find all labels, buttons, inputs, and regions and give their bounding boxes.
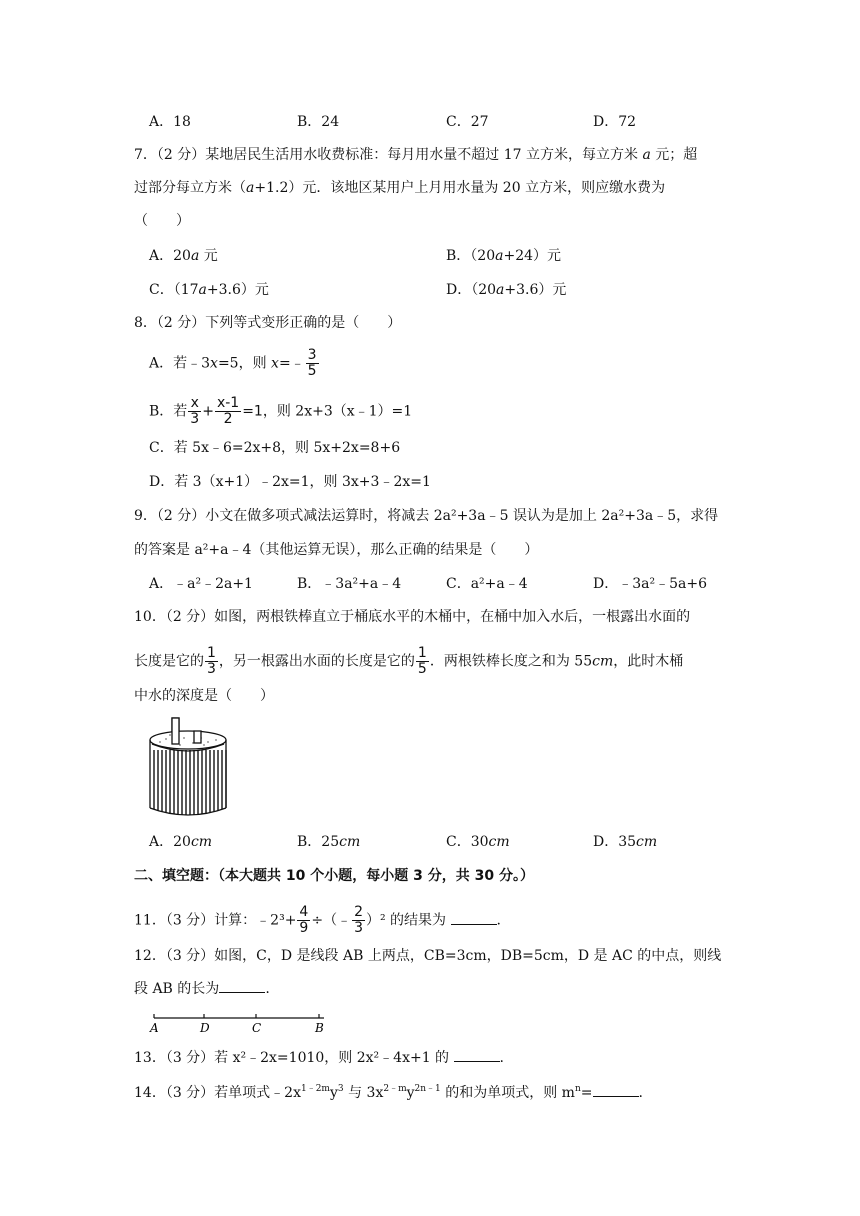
opt-text: B．（20 <box>446 248 496 264</box>
q8-option-c[interactable]: C．若 5x﹣6=2x+8，则 5x+2x=8+6 <box>149 440 401 456</box>
opt-var: a <box>496 282 505 298</box>
opt-text: ，则 2x+3（x﹣1）=1 <box>262 403 413 420</box>
frac-den: 5 <box>417 661 427 677</box>
segment-label-d: D <box>200 1021 210 1034</box>
q7-text: 过部分每立方米（ <box>134 180 246 196</box>
opt-var: a <box>190 248 200 264</box>
q10-text: ，另一根露出水面的长度是它的 <box>218 653 415 670</box>
opt-text: B．25 <box>297 834 340 850</box>
q10-text: 长度是它的 <box>134 653 204 670</box>
fraction <box>306 348 319 379</box>
q9-stem-line2: 的答案是 a²+a﹣4（其他运算无误），那么正确的结果是（ ） <box>134 542 539 558</box>
q14-exponent: 2n﹣1 <box>414 1084 441 1094</box>
q14-stem <box>134 1083 643 1103</box>
answer-blank[interactable] <box>219 980 265 993</box>
q8-option-d[interactable]: D．若 3（x+1）﹣2x=1，则 3x+3﹣2x=1 <box>149 474 431 490</box>
opt-var: x <box>210 355 218 372</box>
q10-text: ．两根铁棒长度之和为 55 <box>429 653 593 670</box>
frac-num: 1 <box>207 645 216 661</box>
fraction <box>188 396 201 427</box>
frac-num: 4 <box>299 904 309 920</box>
opt-unit: cm <box>339 834 361 850</box>
q13-text: 13．（3 分）若 x²﹣2x=1010，则 2x²﹣4x+1 的 <box>134 1050 454 1066</box>
q9-option-c[interactable]: C．a²+a﹣4 <box>446 576 528 592</box>
opt-unit: cm <box>488 834 510 850</box>
q13-stem <box>134 1048 504 1068</box>
q14-text: 的和为单项式，则 m <box>440 1085 575 1101</box>
q14-exponent: 1﹣2m <box>300 1084 330 1094</box>
q14-exponent: n <box>574 1084 581 1094</box>
opt-text: =﹣ <box>278 355 305 372</box>
frac-den: 3 <box>190 411 200 427</box>
answer-blank[interactable] <box>593 1084 639 1097</box>
frac-den: 3 <box>354 920 363 936</box>
q9-option-b[interactable]: B．﹣3a²+a﹣4 <box>297 576 402 592</box>
q7-option-d[interactable] <box>446 280 566 300</box>
q8-option-a[interactable] <box>149 348 320 379</box>
opt-text: A．20 <box>149 248 191 264</box>
frac-num: x-1 <box>216 395 240 411</box>
frac-num: 2 <box>354 904 363 920</box>
frac-den: 5 <box>307 363 317 379</box>
q8-stem: 8．（2 分）下列等式变形正确的是（ ） <box>134 315 402 331</box>
frac-den: 3 <box>207 661 216 677</box>
q12-text: . <box>265 981 270 997</box>
opt-var: x <box>271 355 279 372</box>
q11-text: . <box>496 912 501 929</box>
answer-blank[interactable] <box>451 912 497 925</box>
q12-stem-line2 <box>134 979 270 999</box>
q12-text: 段 AB 的长为 <box>134 981 220 997</box>
q13-text: . <box>499 1050 504 1066</box>
q14-text: = <box>580 1085 593 1101</box>
opt-text: C．（17 <box>149 282 199 298</box>
q14-text: y <box>406 1085 415 1101</box>
q10-option-a[interactable] <box>149 832 212 852</box>
q6-option-b[interactable]: B．24 <box>297 114 340 130</box>
q9-option-a[interactable]: A．﹣a²﹣2a+1 <box>149 576 253 592</box>
q14-text: 与 3x <box>343 1085 384 1101</box>
q11-text: 11．（3 分）计算：﹣2³+ <box>134 912 297 929</box>
opt-text: D．（20 <box>446 282 497 298</box>
q8-option-b[interactable] <box>149 396 412 427</box>
fraction <box>416 646 429 677</box>
q10-unit: cm <box>592 653 614 670</box>
opt-text: D．35 <box>593 834 637 850</box>
q10-text: ，此时木桶 <box>613 653 684 670</box>
opt-text: 元 <box>199 248 218 264</box>
bucket-figure <box>146 716 230 820</box>
opt-text: +24）元 <box>503 248 562 264</box>
fraction <box>215 396 241 427</box>
fraction <box>205 646 218 677</box>
q7-text: 元；超 <box>650 147 698 163</box>
q6-option-c[interactable]: C．27 <box>446 114 489 130</box>
opt-text: =1 <box>242 403 263 420</box>
q9-option-d[interactable]: D．﹣3a²﹣5a+6 <box>593 576 707 592</box>
opt-unit: cm <box>636 834 658 850</box>
q9-stem-line1: 9．（2 分）小文在做多项式减法运算时，将减去 2a²+3a﹣5 误认为是加上 2a²+3a﹣5，求得 <box>134 508 719 524</box>
q7-text: 7．（2 分）某地居民生活用水收费标准：每月用水量不超过 17 立方米，每立方米 <box>134 147 643 163</box>
opt-text: B．若 <box>149 403 188 420</box>
opt-var: a <box>495 248 504 264</box>
q14-text: 14．（3 分）若单项式﹣2x <box>134 1085 301 1101</box>
opt-text: A．20 <box>149 834 191 850</box>
q14-exponent: 3 <box>337 1084 344 1094</box>
q6-option-a[interactable]: A．18 <box>149 114 191 130</box>
q10-stem-line3: 中水的深度是（ ） <box>134 688 274 704</box>
section-heading-fill-in: 二、填空题：（本大题共 10 个小题，每小题 3 分，共 30 分。） <box>134 868 534 884</box>
fraction <box>297 905 310 936</box>
q11-text: ÷（﹣ <box>311 912 352 929</box>
q10-option-d[interactable] <box>593 832 657 852</box>
q10-option-c[interactable] <box>446 832 510 852</box>
q7-stem-line3: （ ） <box>134 213 190 229</box>
q7-stem-line1 <box>134 145 697 165</box>
segment-label-c: C <box>252 1021 262 1034</box>
q14-exponent: 2﹣m <box>383 1084 407 1094</box>
opt-text: =5，则 <box>217 355 272 372</box>
q7-option-a[interactable] <box>149 246 218 266</box>
opt-text: + <box>202 403 214 420</box>
segment-label-b: B <box>315 1021 324 1034</box>
opt-text: +3.6）元 <box>504 282 567 298</box>
q7-option-b[interactable] <box>446 246 561 266</box>
frac-den: 9 <box>299 920 309 936</box>
q14-text: . <box>638 1085 643 1101</box>
answer-blank[interactable] <box>454 1049 500 1062</box>
segment-label-a: A <box>150 1021 159 1034</box>
frac-num: 3 <box>307 347 317 363</box>
q7-text: +1.2）元．该地区某用户上月用水量为 20 立方米，则应缴水费为 <box>254 180 666 196</box>
opt-unit: cm <box>190 834 213 850</box>
opt-var: a <box>198 282 207 298</box>
frac-den: 2 <box>223 411 233 427</box>
q11-text: ）² 的结果为 <box>366 912 451 929</box>
opt-text: C．30 <box>446 834 489 850</box>
opt-text: A．若﹣3 <box>149 355 211 372</box>
q7-var: a <box>642 147 651 163</box>
opt-text: +3.6）元 <box>206 282 269 298</box>
fraction <box>352 905 365 936</box>
q10-stem-line2 <box>134 646 683 677</box>
q10-option-b[interactable] <box>297 832 360 852</box>
frac-num: x <box>188 396 201 412</box>
q6-option-d[interactable]: D．72 <box>593 114 637 130</box>
q11-stem <box>134 905 501 936</box>
q12-stem-line1: 12．（3 分）如图，C，D 是线段 AB 上两点，CB=3cm，DB=5cm，D 是 AC 的中点，则线 <box>134 948 722 964</box>
q10-stem-line1: 10．（2 分）如图，两根铁棒直立于桶底水平的木桶中，在桶中加入水后，一根露出水面的 <box>134 609 691 625</box>
frac-num: 1 <box>417 645 427 661</box>
segment-figure <box>146 1012 336 1034</box>
q14-text: y <box>329 1085 338 1101</box>
q7-var: a <box>246 180 255 196</box>
q7-stem-line2 <box>134 178 665 198</box>
q7-option-c[interactable] <box>149 280 269 300</box>
